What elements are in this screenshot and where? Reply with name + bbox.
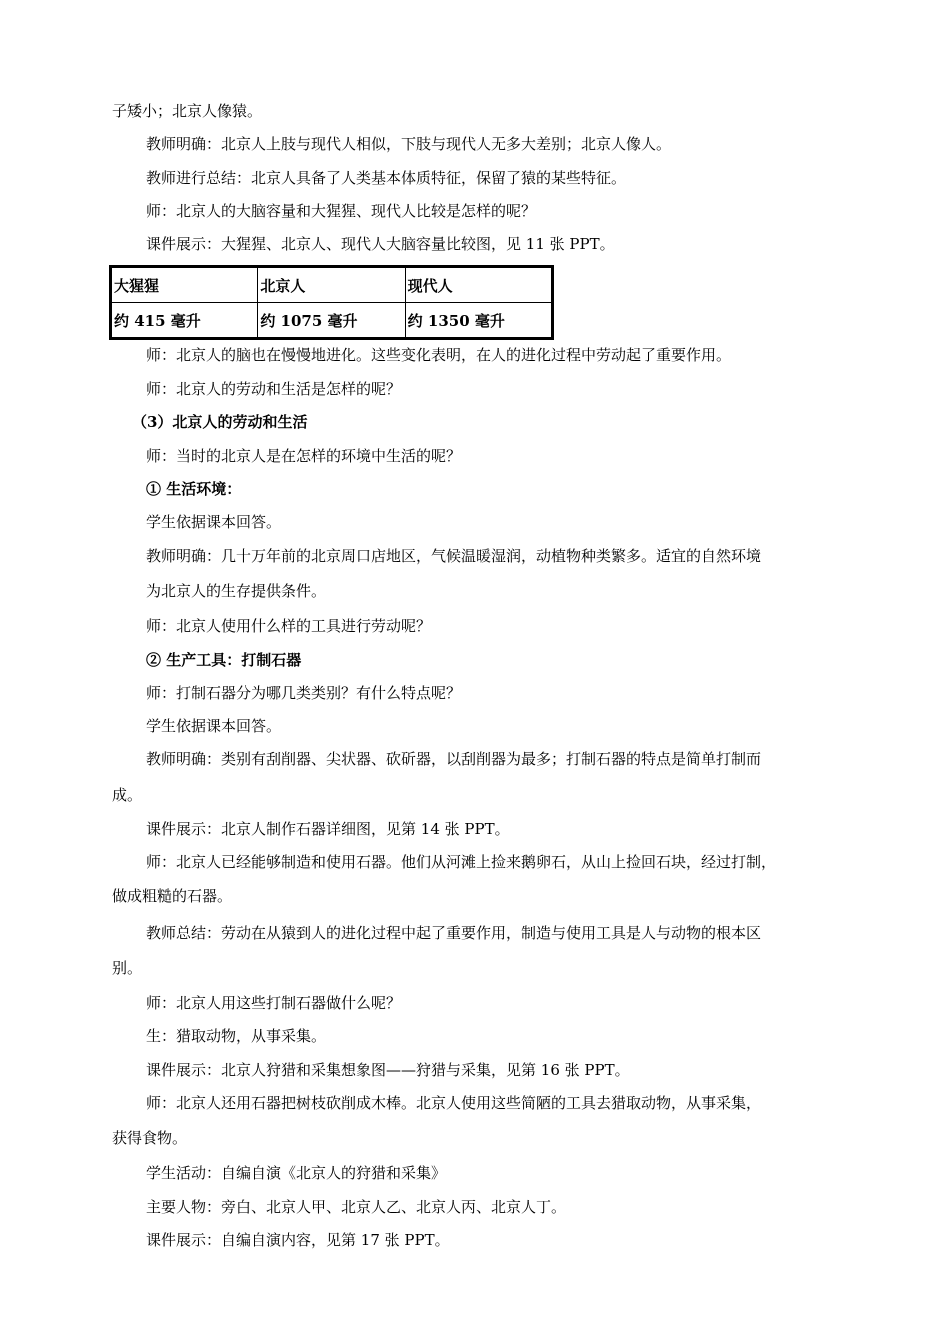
text-line: 教师明确：几十万年前的北京周口店地区，气候温暖湿润，动植物种类繁多。适宜的自然环境 <box>146 547 762 565</box>
text-line: 教师明确：北京人上肢与现代人相似，下肢与现代人无多大差别；北京人像人。 <box>146 135 672 153</box>
text-line: 课件展示：北京人狩猎和采集想象图——狩猎与采集，见第 16 张 PPT。 <box>146 1061 630 1079</box>
text-line: 学生活动：自编自演《北京人的狩猎和采集》 <box>146 1164 447 1182</box>
text-line: 师：北京人用这些打制石器做什么呢？ <box>146 994 402 1012</box>
text-line: 师：北京人的大脑容量和大猩猩、现代人比较是怎样的呢？ <box>146 202 537 220</box>
text-line: 学生依据课本回答。 <box>146 513 282 531</box>
text-line: 课件展示：大猩猩、北京人、现代人大脑容量比较图，见 11 张 PPT。 <box>146 235 615 253</box>
text-line: 课件展示：自编自演内容，见第 17 张 PPT。 <box>146 1231 450 1249</box>
text-line: 别。 <box>112 959 143 977</box>
table-header-row <box>111 267 553 303</box>
section-heading: （3）北京人的劳动和生活 <box>132 413 308 431</box>
table-cell: 约 1075 毫升 <box>258 303 405 339</box>
subsection-heading: ① 生活环境： <box>146 480 242 498</box>
text-line: 师：北京人已经能够制造和使用石器。他们从河滩上捡来鹅卵石，从山上捡回石块，经过打制， <box>146 853 777 871</box>
text-line: 学生依据课本回答。 <box>146 717 282 735</box>
text-line: 教师总结：劳动在从猿到人的进化过程中起了重要作用，制造与使用工具是人与动物的根本区 <box>146 924 762 942</box>
text-line: 做成粗糙的石器。 <box>112 887 233 905</box>
text-line: 师：北京人使用什么样的工具进行劳动呢？ <box>146 617 432 635</box>
text-line: 获得食物。 <box>112 1129 188 1147</box>
table-header-cell: 大猩猩 <box>111 267 258 303</box>
table-cell: 约 415 毫升 <box>111 303 258 339</box>
text-line: 教师明确：类别有刮削器、尖状器、砍斫器，以刮削器为最多；打制石器的特点是简单打制而 <box>146 750 762 768</box>
text-line: 子矮小；北京人像猿。 <box>112 102 263 120</box>
text-line: 为北京人的生存提供条件。 <box>146 582 327 600</box>
text-line: 师：打制石器分为哪几类类别？有什么特点呢？ <box>146 684 462 702</box>
table-header-cell: 北京人 <box>258 267 405 303</box>
text-line: 成。 <box>112 786 143 804</box>
text-line: 师：北京人的劳动和生活是怎样的呢？ <box>146 380 402 398</box>
text-line: 师：北京人还用石器把树枝砍削成木棒。北京人使用这些简陋的工具去猎取动物，从事采集， <box>146 1094 762 1112</box>
text-line: 教师进行总结：北京人具备了人类基本体质特征，保留了猿的某些特征。 <box>146 169 627 187</box>
text-line: 师：当时的北京人是在怎样的环境中生活的呢？ <box>146 447 462 465</box>
table-header-cell: 现代人 <box>405 267 552 303</box>
text-line: 课件展示：北京人制作石器详细图，见第 14 张 PPT。 <box>146 820 510 838</box>
text-line: 师：北京人的脑也在慢慢地进化。这些变化表明，在人的进化过程中劳动起了重要作用。 <box>146 346 732 364</box>
brain-capacity-table <box>109 265 554 340</box>
text-line: 主要人物：旁白、北京人甲、北京人乙、北京人丙、北京人丁。 <box>146 1198 567 1216</box>
subsection-heading: ② 生产工具：打制石器 <box>146 651 302 669</box>
table-row <box>111 303 553 339</box>
text-line: 生：猎取动物，从事采集。 <box>146 1027 327 1045</box>
table-cell: 约 1350 毫升 <box>405 303 552 339</box>
